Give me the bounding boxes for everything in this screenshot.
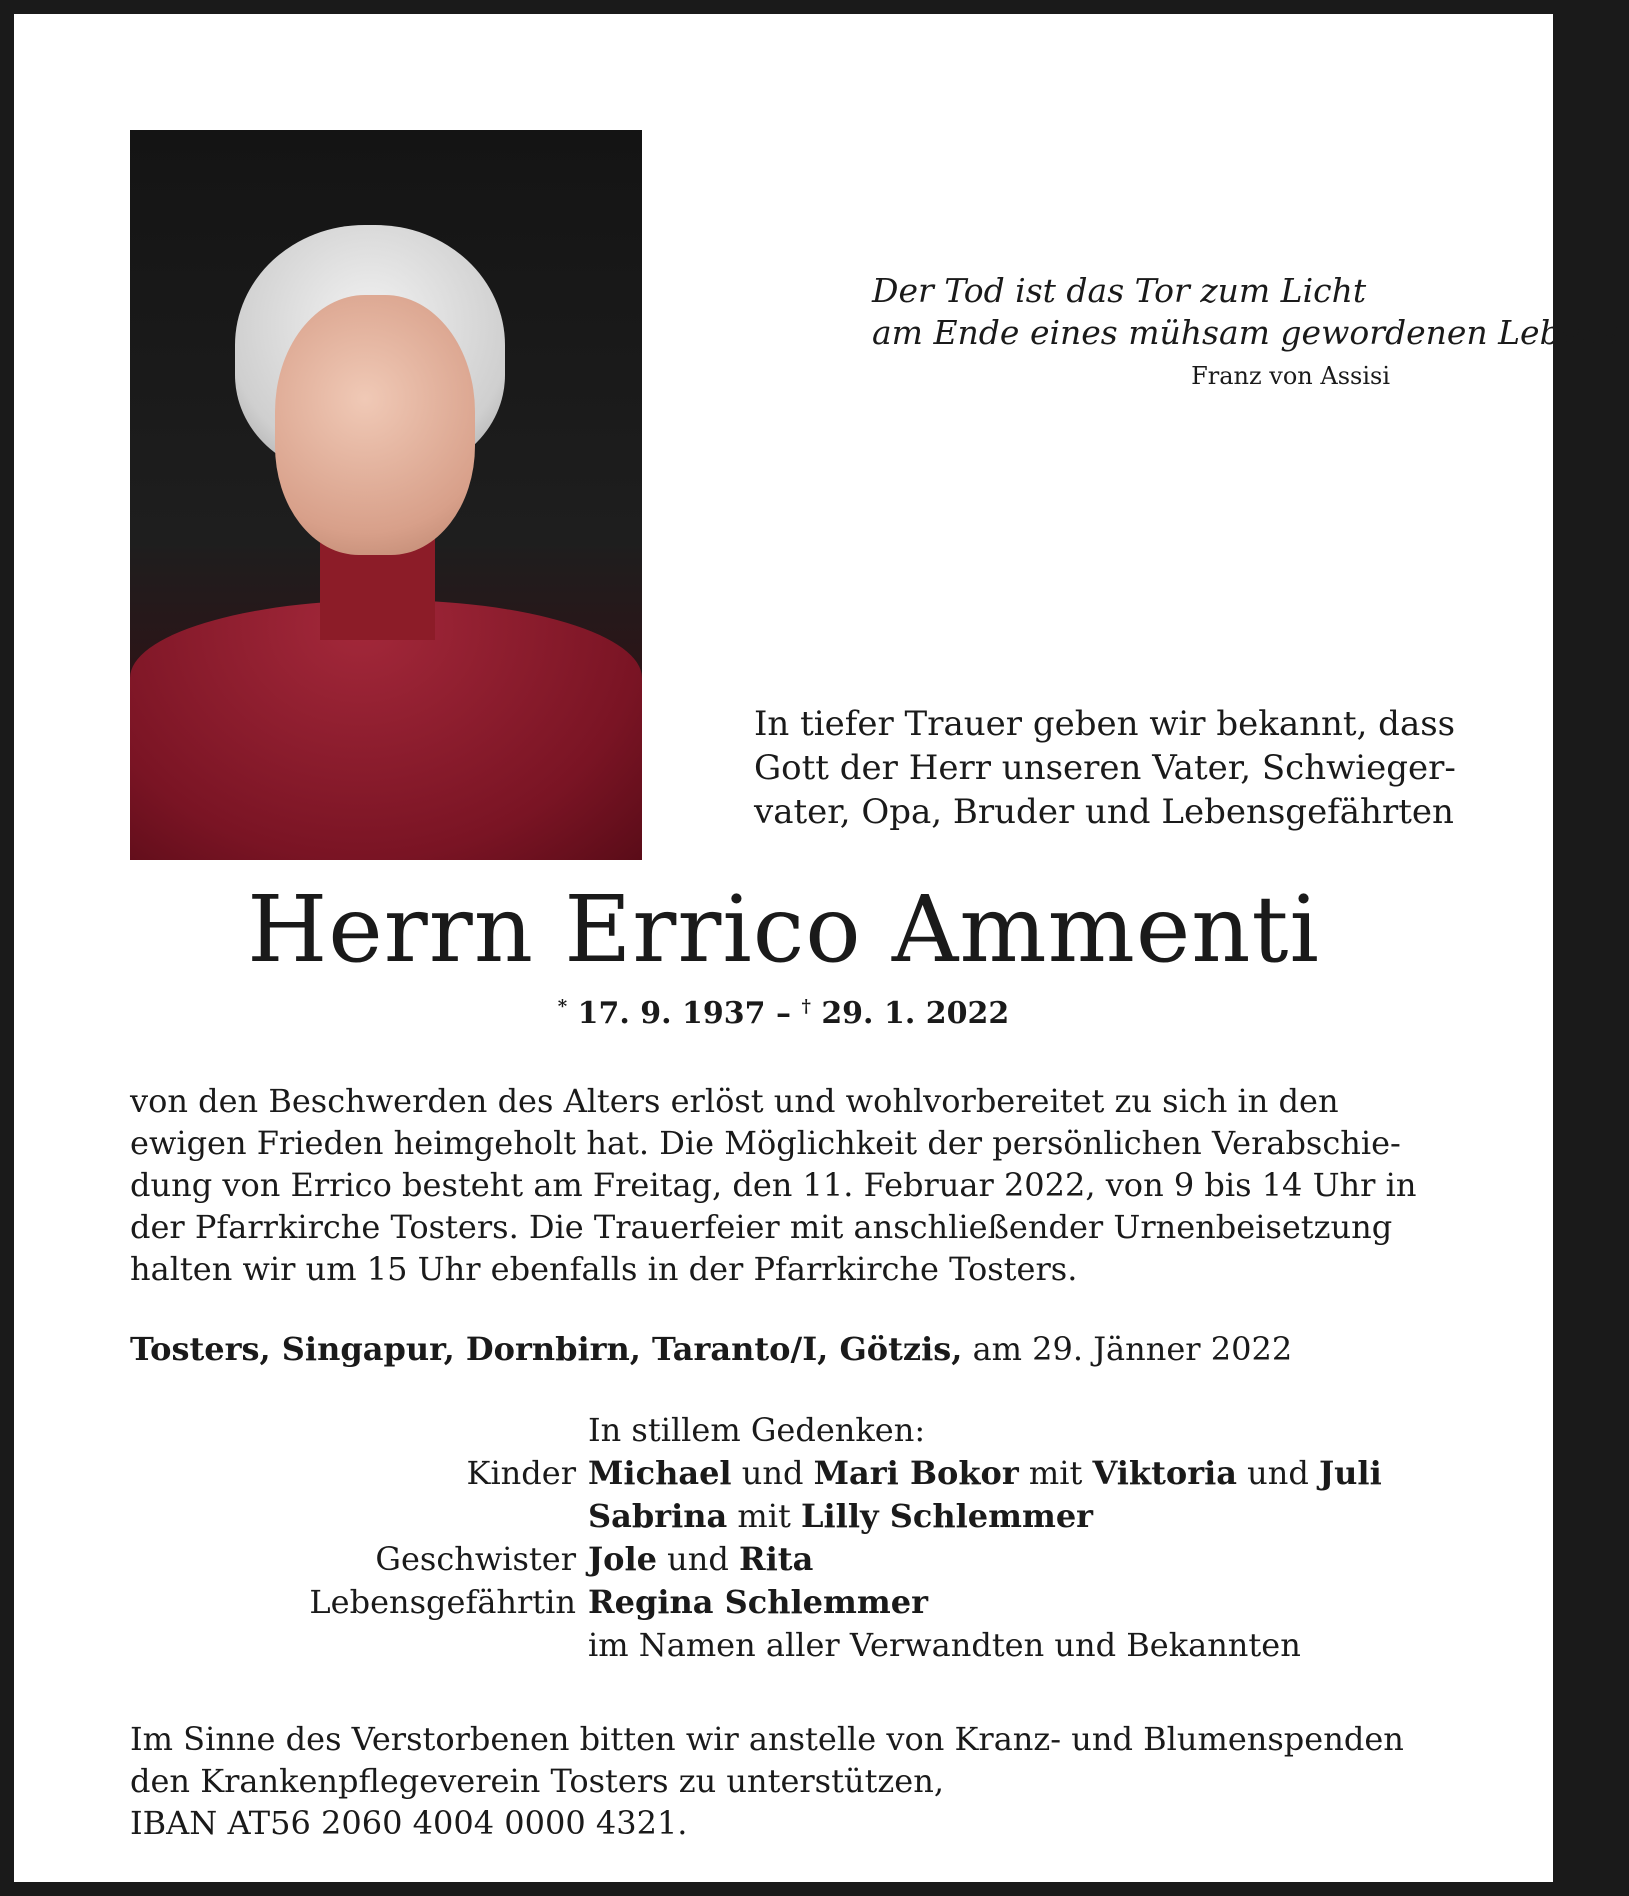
relation-label: Lebensgefährtin [309, 1583, 576, 1621]
kinder-members [588, 1452, 1382, 1495]
member-name: Lilly Schlemmer [801, 1497, 1094, 1535]
kinder-members-2 [588, 1495, 1093, 1538]
intro-line-2: Gott der Herr unseren Vater, Schwieger- [754, 748, 1456, 788]
quote-line-1: Der Tod ist das Tor zum Licht [872, 271, 1367, 310]
birth-date: 17. 9. 1937 [577, 996, 766, 1031]
closing-line-2: den Krankenpflegeverein Tosters zu unterstützen, [130, 1762, 944, 1800]
closing-line-3: IBAN AT56 2060 4004 0000 4321. [130, 1804, 688, 1842]
member-name: Michael [588, 1454, 732, 1492]
body-line-1: von den Beschwerden des Alters erlöst und wohlvorbereitet zu sich in den [130, 1082, 1339, 1120]
quote-line-2: am Ende eines mühsam gewordenen Lebens. [872, 313, 1629, 352]
body-line-2: ewigen Frieden heimgeholt hat. Die Möglichkeit der persönlichen Verabschie- [130, 1124, 1401, 1162]
places-date: am 29. Jänner 2022 [962, 1330, 1293, 1368]
geschwister-members [588, 1538, 813, 1581]
relation-label: Geschwister [375, 1540, 576, 1578]
connector: mit [1018, 1454, 1093, 1492]
closing-line-1: Im Sinne des Verstorbenen bitten wir anstelle von Kranz- und Blumenspenden [130, 1720, 1404, 1758]
announcement-text [130, 1080, 1430, 1290]
quote-block [723, 270, 1629, 390]
places-names: Tosters, Singapur, Dornbirn, Taranto/I, Götzis, [130, 1330, 963, 1368]
member-name: Mari Bokor [813, 1454, 1019, 1492]
obituary-page [14, 14, 1629, 1882]
places-date-line [130, 1330, 1430, 1368]
partner-member [588, 1581, 928, 1624]
family-row-kinder [114, 1452, 1444, 1495]
body-line-5: halten wir um 15 Uhr ebenfalls in der Pfarrkirche Tosters. [130, 1250, 1078, 1288]
family-row-kinder-2 [114, 1495, 1444, 1538]
intro-line-1: In tiefer Trauer geben wir bekannt, dass [754, 704, 1456, 744]
connector: und [731, 1454, 814, 1492]
family-row-partner [114, 1581, 1444, 1624]
face-shape [275, 295, 475, 555]
relation-label: Kinder [466, 1454, 576, 1492]
connector: und [1236, 1454, 1319, 1492]
body-line-4: der Pfarrkirche Tosters. Die Trauerfeier mit anschließender Urnenbeisetzung [130, 1208, 1393, 1246]
life-dates [14, 996, 1553, 1031]
gedenken-heading: In stillem Gedenken: [588, 1411, 926, 1449]
family-row-geschwister [114, 1538, 1444, 1581]
all-relatives: im Namen aller Verwandten und Bekannten [588, 1626, 1301, 1664]
donation-note [130, 1718, 1450, 1844]
member-name: Juli [1319, 1454, 1382, 1492]
body-line-3: dung von Errico besteht am Freitag, den 11. Februar 2022, von 9 bis 14 Uhr in [130, 1166, 1417, 1204]
family-list [114, 1452, 1444, 1667]
death-symbol: † [801, 996, 811, 1017]
intro-line-3: vater, Opa, Bruder und Lebensgefährten [754, 792, 1454, 832]
portrait-photo [130, 130, 642, 813]
member-name: Sabrina [588, 1497, 728, 1535]
birth-symbol: * [557, 996, 568, 1017]
deceased-name: Herrn Errico Ammenti [247, 876, 1320, 983]
death-date: 29. 1. 2022 [821, 996, 1010, 1031]
family-row-all [114, 1624, 1444, 1667]
member-name: Regina Schlemmer [588, 1583, 928, 1621]
connector: und [657, 1540, 740, 1578]
intro-text [754, 702, 1456, 834]
member-name: Viktoria [1092, 1454, 1237, 1492]
quote-author: Franz von Assisi [1191, 362, 1390, 390]
connector: mit [727, 1497, 802, 1535]
member-name: Jole [588, 1540, 657, 1578]
member-name: Rita [739, 1540, 814, 1578]
date-separator: – [765, 996, 802, 1031]
